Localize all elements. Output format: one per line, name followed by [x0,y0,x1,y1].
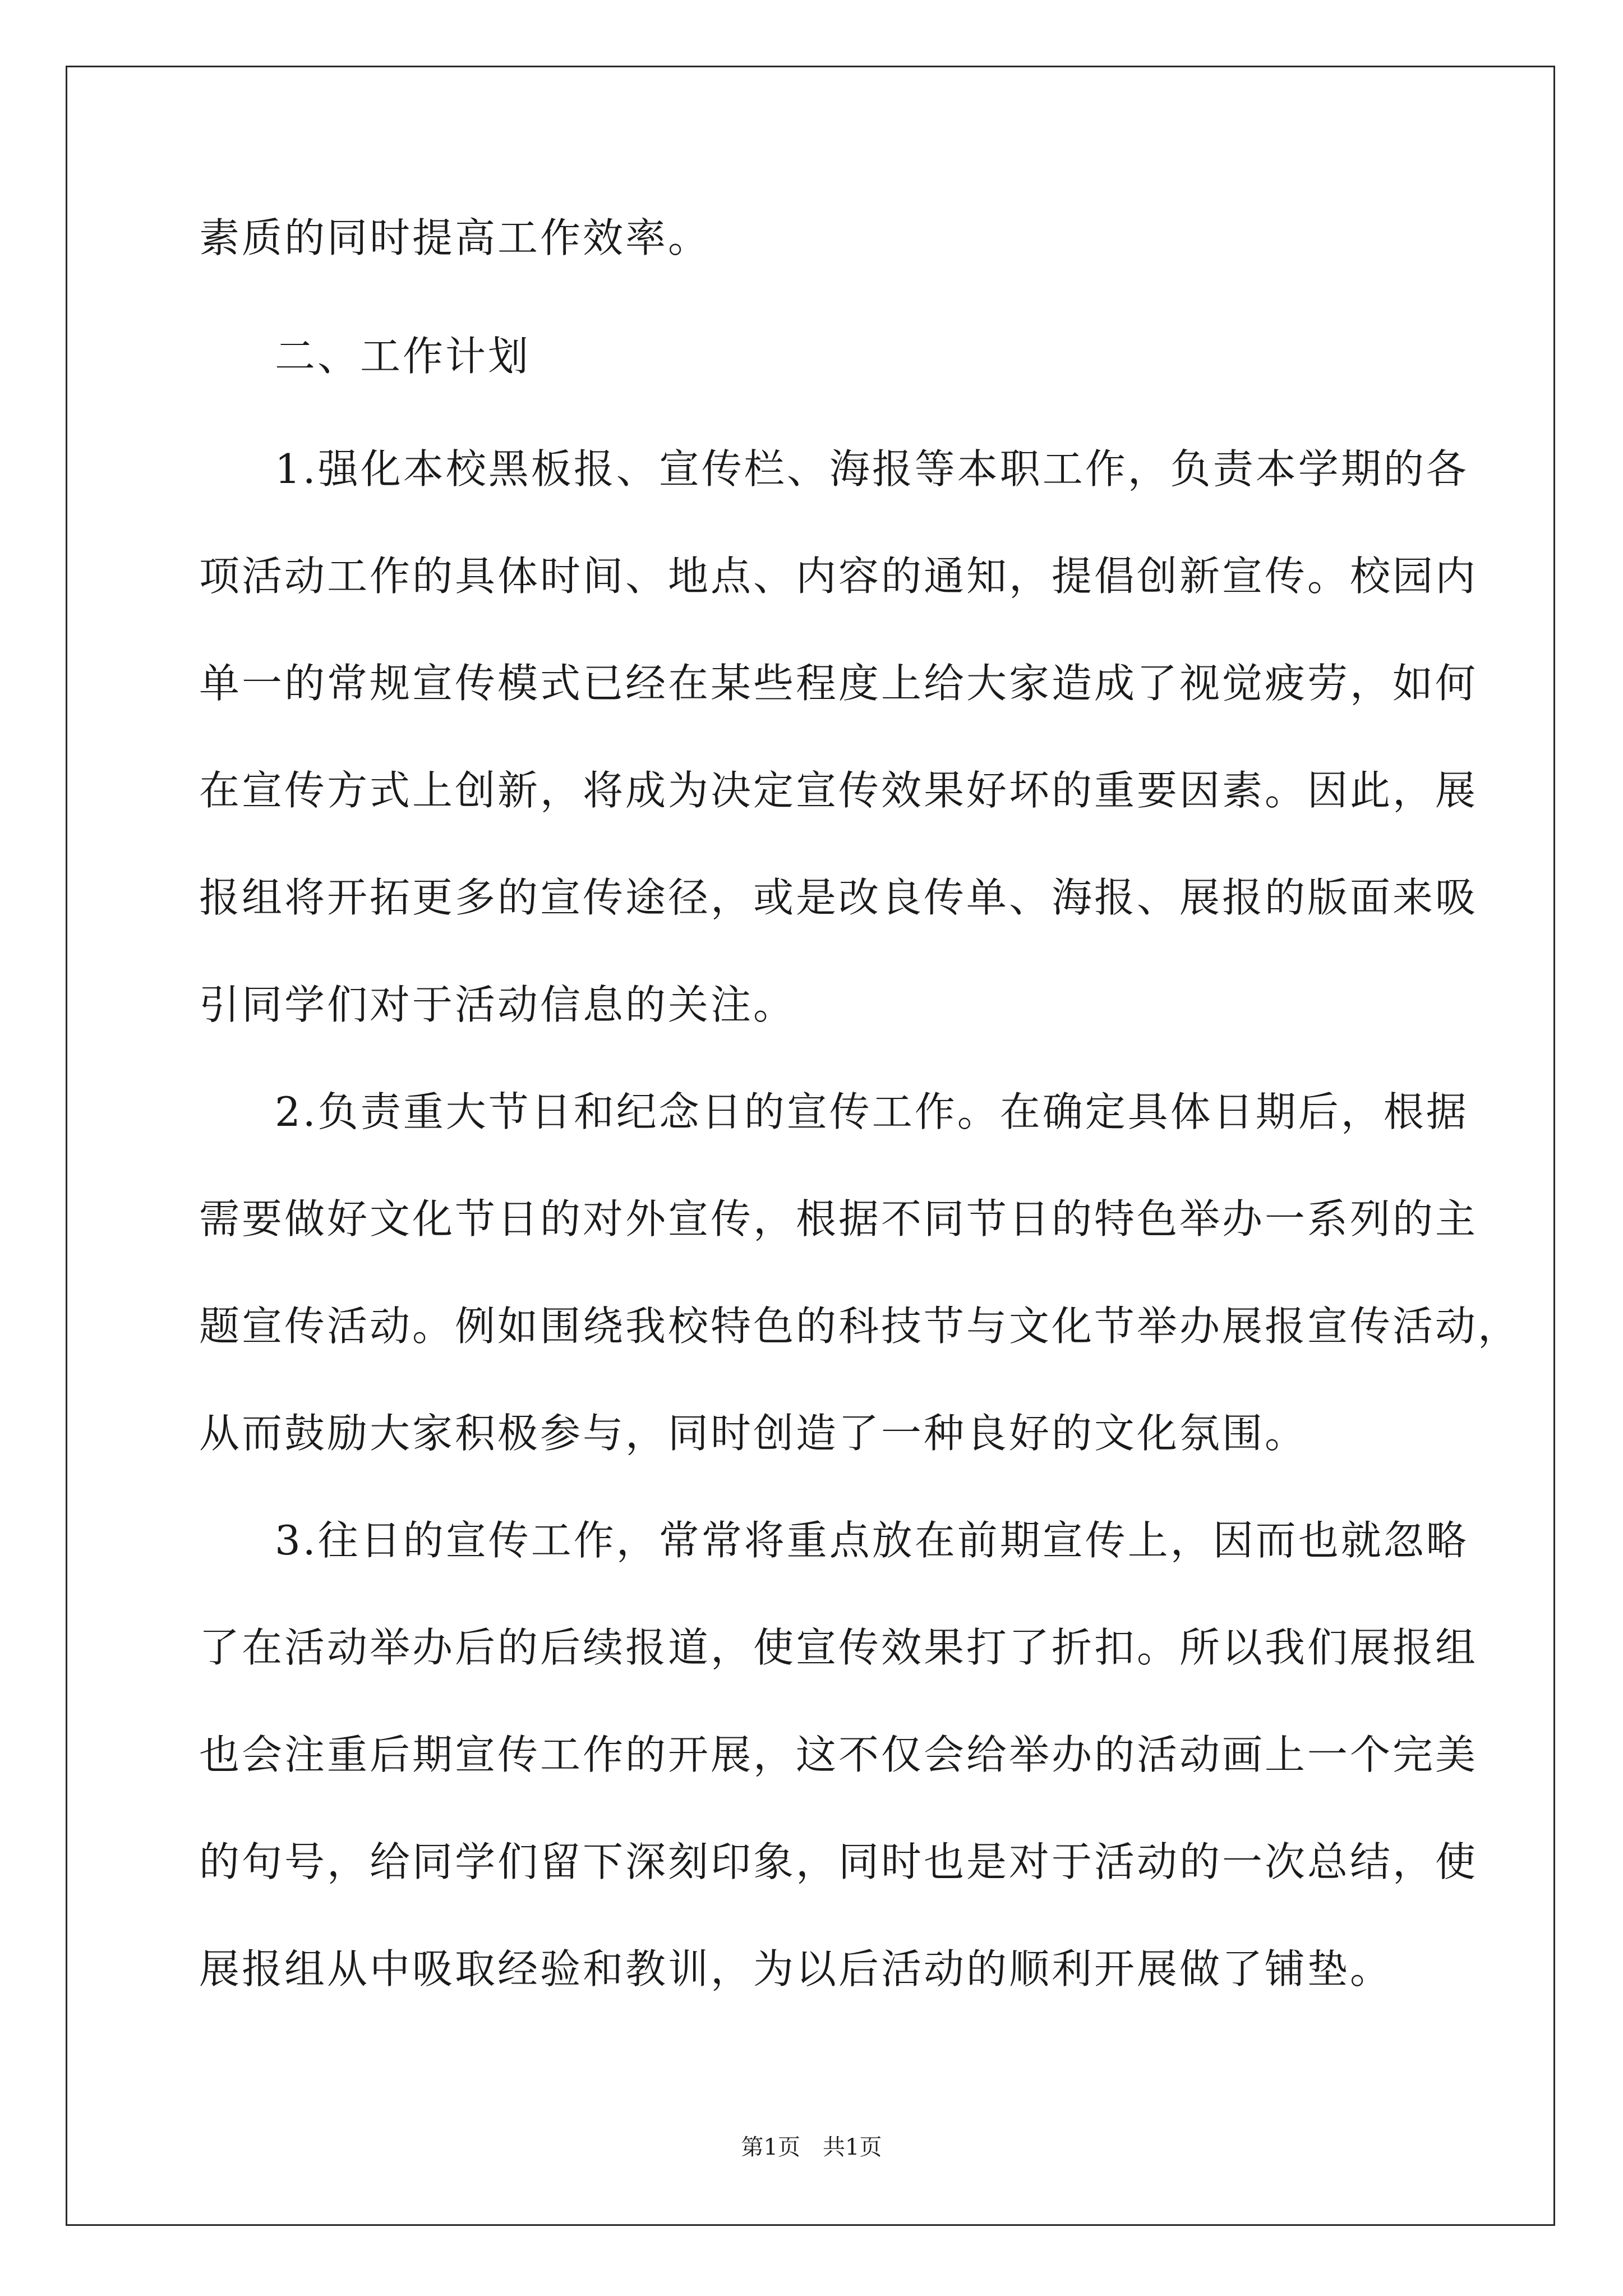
body-line-11: 题宣传活动。例如围绕我校特色的科技节与文化节举办展报宣传活动， [199,1303,1521,1350]
page-number-footer: 第1页 共1页 [741,2134,882,2160]
body-line-15: 也会注重后期宣传工作的开展，这不仅会给举办的活动画上一个完美 [199,1731,1478,1778]
body-line-1: 素质的同时提高工作效率。 [199,214,711,261]
page-border [66,66,1555,2226]
body-line-8: 引同学们对于活动信息的关注。 [199,981,796,1028]
section-heading: 二、工作计划 [275,333,531,380]
body-line-6: 在宣传方式上创新，将成为决定宣传效果好坏的重要因素。因此，展 [199,767,1478,814]
body-line-10: 需要做好文化节日的对外宣传，根据不同节日的特色举办一系列的主 [199,1195,1478,1243]
body-line-16: 的句号，给同学们留下深刻印象，同时也是对于活动的一次总结，使 [199,1838,1478,1885]
body-line-7: 报组将开拓更多的宣传途径，或是改良传单、海报、展报的版面来吸 [199,874,1478,921]
body-line-5: 单一的常规宣传模式已经在某些程度上给大家造成了视觉疲劳，如何 [199,660,1478,707]
body-line-4: 项活动工作的具体时间、地点、内容的通知，提倡创新宣传。校园内 [199,553,1478,600]
body-line-14: 了在活动举办后的后续报道，使宣传效果打了折扣。所以我们展报组 [199,1624,1478,1671]
body-line-3: 1.强化本校黑板报、宣传栏、海报等本职工作，负责本学期的各 [275,445,1469,493]
body-line-13: 3.往日的宣传工作，常常将重点放在前期宣传上，因而也就忽略 [275,1517,1469,1564]
body-line-12: 从而鼓励大家积极参与，同时创造了一种良好的文化氛围。 [199,1410,1308,1457]
body-line-17: 展报组从中吸取经验和教训，为以后活动的顺利开展做了铺垫。 [199,1945,1393,1993]
body-line-9: 2.负责重大节日和纪念日的宣传工作。在确定具体日期后，根据 [275,1088,1469,1135]
